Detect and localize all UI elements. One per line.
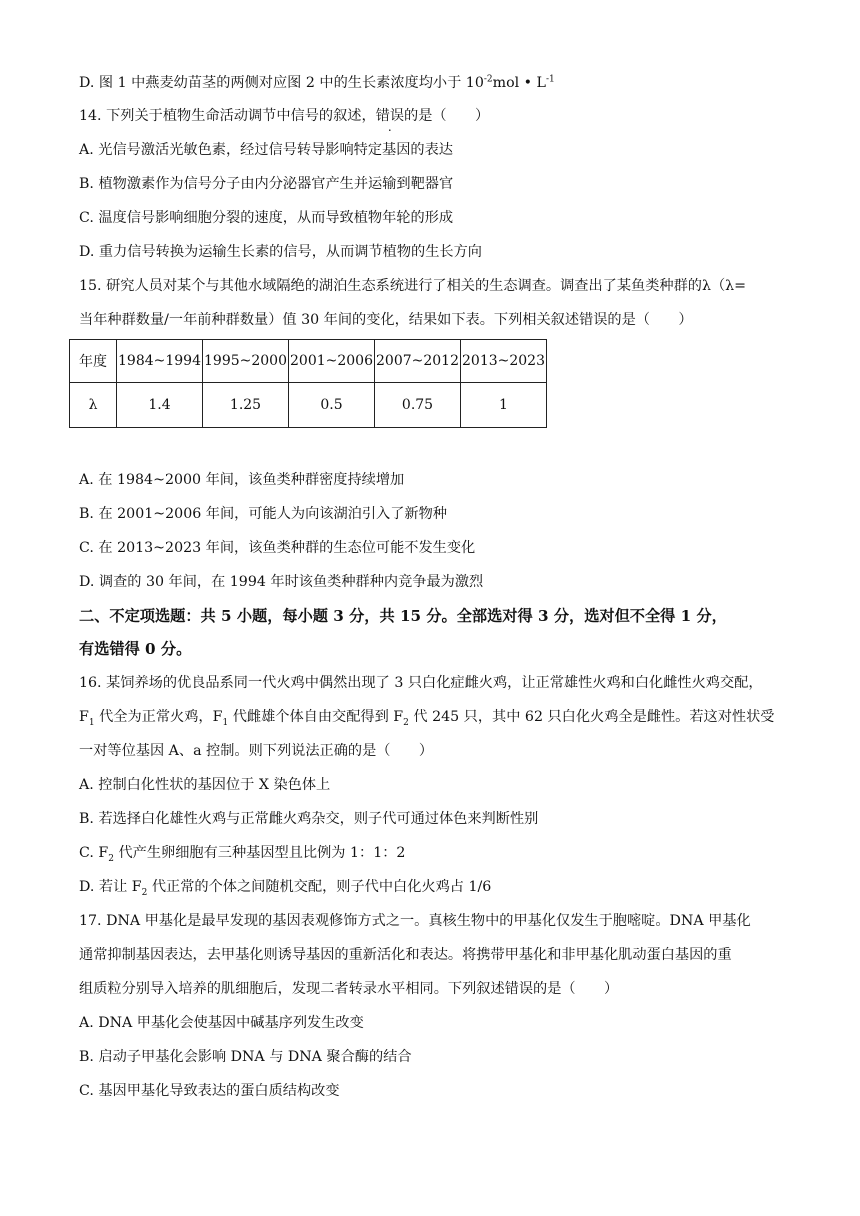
table-header-row (70, 340, 547, 383)
q13-option-d (79, 73, 555, 93)
q16-stem-line3: 一对等位基因 A、a 控制。则下列说法正确的是（ ） (79, 743, 434, 759)
q16-option-c-text: 代产生卵细胞有三种基因型且比例为 1：1：2 (113, 845, 406, 861)
table-cell: 1 (461, 383, 547, 428)
q16-stem-line1: 16. 某饲养场的优良品系同一代火鸡中偶然出现了 3 只白化症雌火鸡，让正常雄性火鸡和白化雌性火鸡交配， (79, 675, 763, 691)
q16-subscript: 1 (88, 717, 95, 728)
q14-option-b: B. 植物激素作为信号分子由内分泌器官产生并运输到靶器官 (79, 176, 454, 192)
q14-option-a: A. 光信号激活光敏色素，经过信号转导影响特定基因的表达 (79, 142, 453, 158)
q14-stem-before: 14. 下列关于植物生命活动调节中信号的叙述， (79, 108, 376, 124)
q17-stem-line2: 通常抑制基因表达，去甲基化则诱导基因的重新活化和表达。将携带甲基化和非甲基化肌动蛋白基因的重 (79, 947, 732, 963)
q16-option-d-text: 代正常的个体之间随机交配，则子代中白化火鸡占 1/6 (147, 879, 492, 895)
q16-text: 代 245 只，其中 62 只白化火鸡全是雌性。若这对性状受 (408, 709, 775, 725)
table-cell: 0.5 (289, 383, 375, 428)
table-row (70, 383, 547, 428)
table-header-cell: 2001~2006 (289, 340, 375, 383)
table-header-cell: 2007~2012 (375, 340, 461, 383)
q16-option-d-text: D. 若让 F (79, 879, 142, 895)
q14-stem (79, 106, 489, 126)
q16-option-b: B. 若选择白化雄性火鸡与正常雌火鸡杂交，则子代可通过体色来判断性别 (79, 811, 539, 827)
section2-heading-line1: 二、不定项选题：共 5 小题，每小题 3 分，共 15 分。全部选对得 3 分，选对但不全得 1 分， (79, 607, 727, 625)
q17-option-c: C. 基因甲基化导致表达的蛋白质结构改变 (79, 1083, 340, 1099)
q16-option-d (79, 877, 491, 897)
q15-option-c: C. 在 2013~2023 年间，该鱼类种群的生态位可能不发生变化 (79, 540, 476, 556)
q17-stem-line1: 17. DNA 甲基化是最早发现的基因表观修饰方式之一。真核生物中的甲基化仅发生于胞嘧啶。DNA 甲基化 (79, 913, 751, 929)
q14-stem-after: 的是（ ） (404, 108, 490, 124)
q17-stem-line3: 组质粒分别导入培养的肌细胞后，发现二者转录水平相同。下列叙述错误的是（ ） (79, 981, 619, 997)
q13-unit: mol • L (492, 75, 546, 91)
table-header-cell: 1984~1994 (117, 340, 203, 383)
lambda-table (69, 339, 547, 428)
q15-option-a: A. 在 1984~2000 年间，该鱼类种群密度持续增加 (79, 472, 405, 488)
q14-stem-emphasis: 错误 (375, 108, 405, 124)
q16-subscript: 2 (141, 887, 148, 898)
q17-option-b: B. 启动子甲基化会影响 DNA 与 DNA 聚合酶的结合 (79, 1049, 412, 1065)
q16-option-c-text: C. F (79, 845, 109, 861)
table-cell: 1.25 (203, 383, 289, 428)
q16-text: F (79, 709, 89, 725)
table-cell: 0.75 (375, 383, 461, 428)
q17-option-a: A. DNA 甲基化会使基因中碱基序列发生改变 (79, 1015, 364, 1031)
q16-subscript: 2 (403, 717, 409, 728)
q16-text: 代全为正常火鸡，F (94, 709, 223, 725)
q15-stem-line2: 当年种群数量/一年前种群数量）值 30 年间的变化，结果如下表。下列相关叙述错误的是（ ） (79, 312, 693, 328)
q16-option-c (79, 843, 405, 863)
table-header-cell: 2013~2023 (461, 340, 547, 383)
table-cell: λ (70, 383, 117, 428)
q15-option-d: D. 调查的 30 年间，在 1994 年时该鱼类种群种内竞争最为激烈 (79, 574, 484, 590)
q13-unit-exponent: -1 (545, 74, 555, 85)
q16-option-a: A. 控制白化性状的基因位于 X 染色体上 (79, 777, 331, 793)
table-header-cell: 1995~2000 (203, 340, 289, 383)
q15-option-b: B. 在 2001~2006 年间，可能人为向该湖泊引入了新物种 (79, 506, 447, 522)
q16-text: 代雌雄个体自由交配得到 F (228, 709, 404, 725)
q13-option-d-text: D. 图 1 中燕麦幼苗茎的两侧对应图 2 中的生长素浓度均小于 10 (79, 75, 484, 91)
q14-option-c: C. 温度信号影响细胞分裂的速度，从而导致植物年轮的形成 (79, 210, 454, 226)
table-header-cell: 年度 (70, 340, 117, 383)
table-cell: 1.4 (117, 383, 203, 428)
q14-option-d: D. 重力信号转换为运输生长素的信号，从而调节植物的生长方向 (79, 244, 482, 260)
section2-heading-line2: 有选错得 0 分。 (79, 640, 192, 658)
q16-stem-line2 (79, 707, 774, 727)
q13-exponent: -2 (483, 74, 493, 85)
q16-subscript: 1 (222, 717, 229, 728)
q16-subscript: 2 (108, 853, 114, 864)
q15-stem-line1: 15. 研究人员对某个与其他水域隔绝的湖泊生态系统进行了相关的生态调查。调查出了某鱼类种群的λ（λ= (79, 278, 747, 294)
